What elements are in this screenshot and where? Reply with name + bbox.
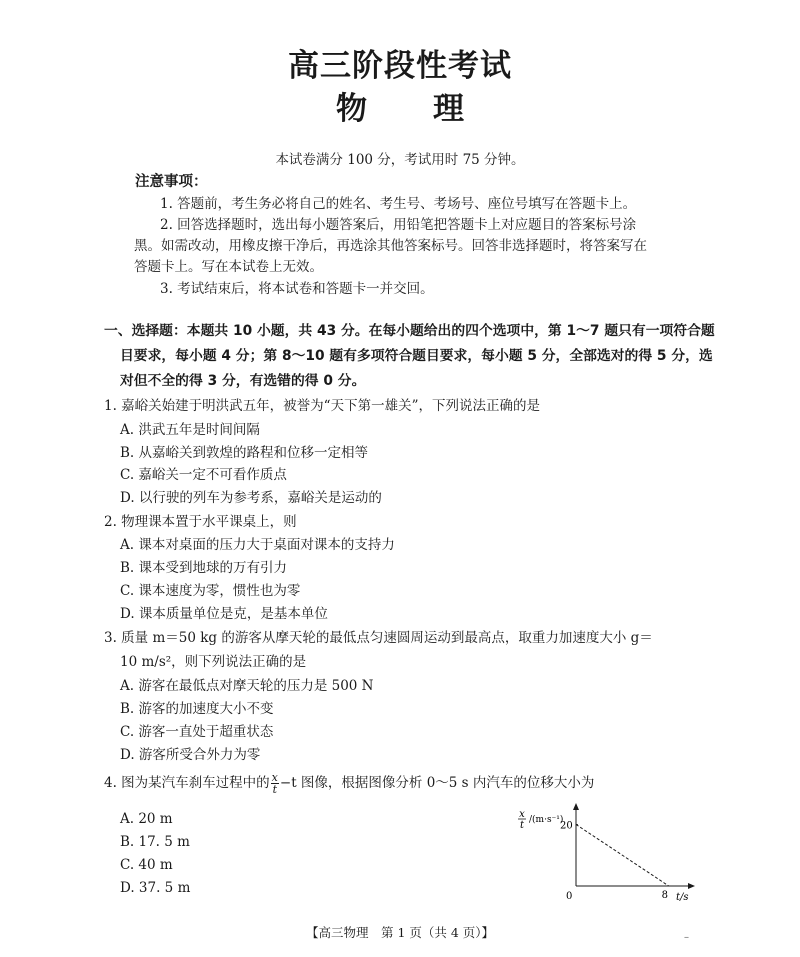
question-4-stem-prefix: 4. 图为某汽车刹车过程中的 — [104, 775, 270, 791]
question-2-option-d: D. 课本质量单位是克，是基本单位 — [120, 606, 328, 622]
x-tick-8: 8 — [661, 890, 668, 901]
section-heading-line-3: 对但不全的得 3 分，有选错的得 0 分。 — [120, 373, 366, 389]
question-4-fraction-den: t — [272, 783, 277, 796]
question-4-option-a: A. 20 m — [120, 811, 173, 827]
corner-mark: – — [684, 932, 689, 943]
question-1-option-a: A. 洪武五年是时间间隔 — [120, 422, 260, 438]
notice-line-2: 2. 回答选择题时，选出每小题答案后，用铅笔把答题卡上对应题目的答案标号涂 — [160, 217, 637, 233]
x-axis-arrow — [688, 883, 695, 889]
question-2-option-b: B. 课本受到地球的万有引力 — [120, 560, 288, 576]
notice-line-4: 答题卡上。写在本试卷上无效。 — [134, 259, 323, 275]
question-4-fraction-num: x — [271, 771, 278, 784]
subject-char-1: 物 — [336, 91, 367, 127]
question-4-option-d: D. 37. 5 m — [120, 880, 191, 896]
question-3-option-a: A. 游客在最低点对摩天轮的压力是 500 N — [120, 678, 374, 694]
notice-heading: 注意事项： — [135, 174, 208, 190]
question-1-option-b: B. 从嘉峪关到敦煌的路程和位移一定相等 — [120, 445, 369, 461]
y-axis-arrow — [573, 803, 579, 810]
y-label-num: x — [519, 809, 525, 820]
notice-line-1: 1. 答题前，考生务必将自己的姓名、考生号、考场号、座位号填写在答题卡上。 — [160, 196, 637, 212]
question-4-fraction — [271, 772, 279, 795]
question-4-option-c: C. 40 m — [120, 857, 173, 873]
section-heading-line-2: 目要求，每小题 4 分；第 8～10 题有多项符合题目要求，每小题 5 分，全部选对的得 5 分，选 — [120, 348, 713, 364]
question-3-option-b: B. 游客的加速度大小不变 — [120, 701, 274, 717]
question-3-stem-cont: 10 m/s²，则下列说法正确的是 — [120, 654, 307, 670]
page-footer: 【高三物理 第 1 页（共 4 页）】 — [305, 925, 495, 940]
question-1-option-d: D. 以行驶的列车为参考系，嘉峪关是运动的 — [120, 490, 382, 506]
question-4-option-b: B. 17. 5 m — [120, 834, 190, 850]
question-3-option-d: D. 游客所受合外力为零 — [120, 747, 261, 763]
x-axis-label: t/s — [676, 892, 689, 903]
y-axis-label — [518, 809, 563, 831]
graph-axes — [573, 803, 695, 889]
origin-label: 0 — [566, 891, 573, 902]
y-tick-20: 20 — [560, 820, 573, 832]
question-1-stem: 1. 嘉峪关始建于明洪武五年，被誉为“天下第一雄关”，下列说法正确的是 — [104, 398, 540, 414]
subject-title — [0, 83, 800, 128]
notice-line-3: 黑。如需改动，用橡皮擦干净后，再选涂其他答案标号。回答非选择题时，将答案写在 — [134, 238, 647, 254]
question-2-option-a: A. 课本对桌面的压力大于桌面对课本的支持力 — [120, 537, 395, 553]
y-label-den: t — [519, 820, 525, 831]
question-3-stem: 3. 质量 m＝50 kg 的游客从摩天轮的最低点匀速圆周运动到最高点，取重力加速度大小 g＝ — [104, 630, 653, 646]
question-1-option-c: C. 嘉峪关一定不可看作质点 — [120, 467, 287, 483]
subject-char-2: 理 — [433, 91, 464, 127]
question-2-option-c: C. 课本速度为零，惯性也为零 — [120, 583, 301, 599]
velocity-time-graph — [500, 800, 710, 905]
notice-line-5: 3. 考试结束后，将本试卷和答题卡一并交回。 — [160, 281, 434, 297]
question-4-stem-suffix: −t 图像，根据图像分析 0～5 s 内汽车的位移大小为 — [279, 775, 595, 791]
full-score-note: 本试卷满分 100 分，考试用时 75 分钟。 — [275, 152, 525, 168]
question-4-stem — [104, 771, 594, 795]
exam-title: 高三阶段性考试 — [288, 48, 512, 84]
y-label-unit: /(m·s⁻¹) — [529, 815, 564, 825]
series-line — [576, 824, 669, 886]
question-2-stem: 2. 物理课本置于水平课桌上，则 — [104, 514, 297, 530]
question-3-option-c: C. 游客一直处于超重状态 — [120, 724, 274, 740]
section-heading-line-1: 一、选择题：本题共 10 小题，共 43 分。在每小题给出的四个选项中，第 1～7 题只有一项符合题 — [104, 323, 715, 339]
